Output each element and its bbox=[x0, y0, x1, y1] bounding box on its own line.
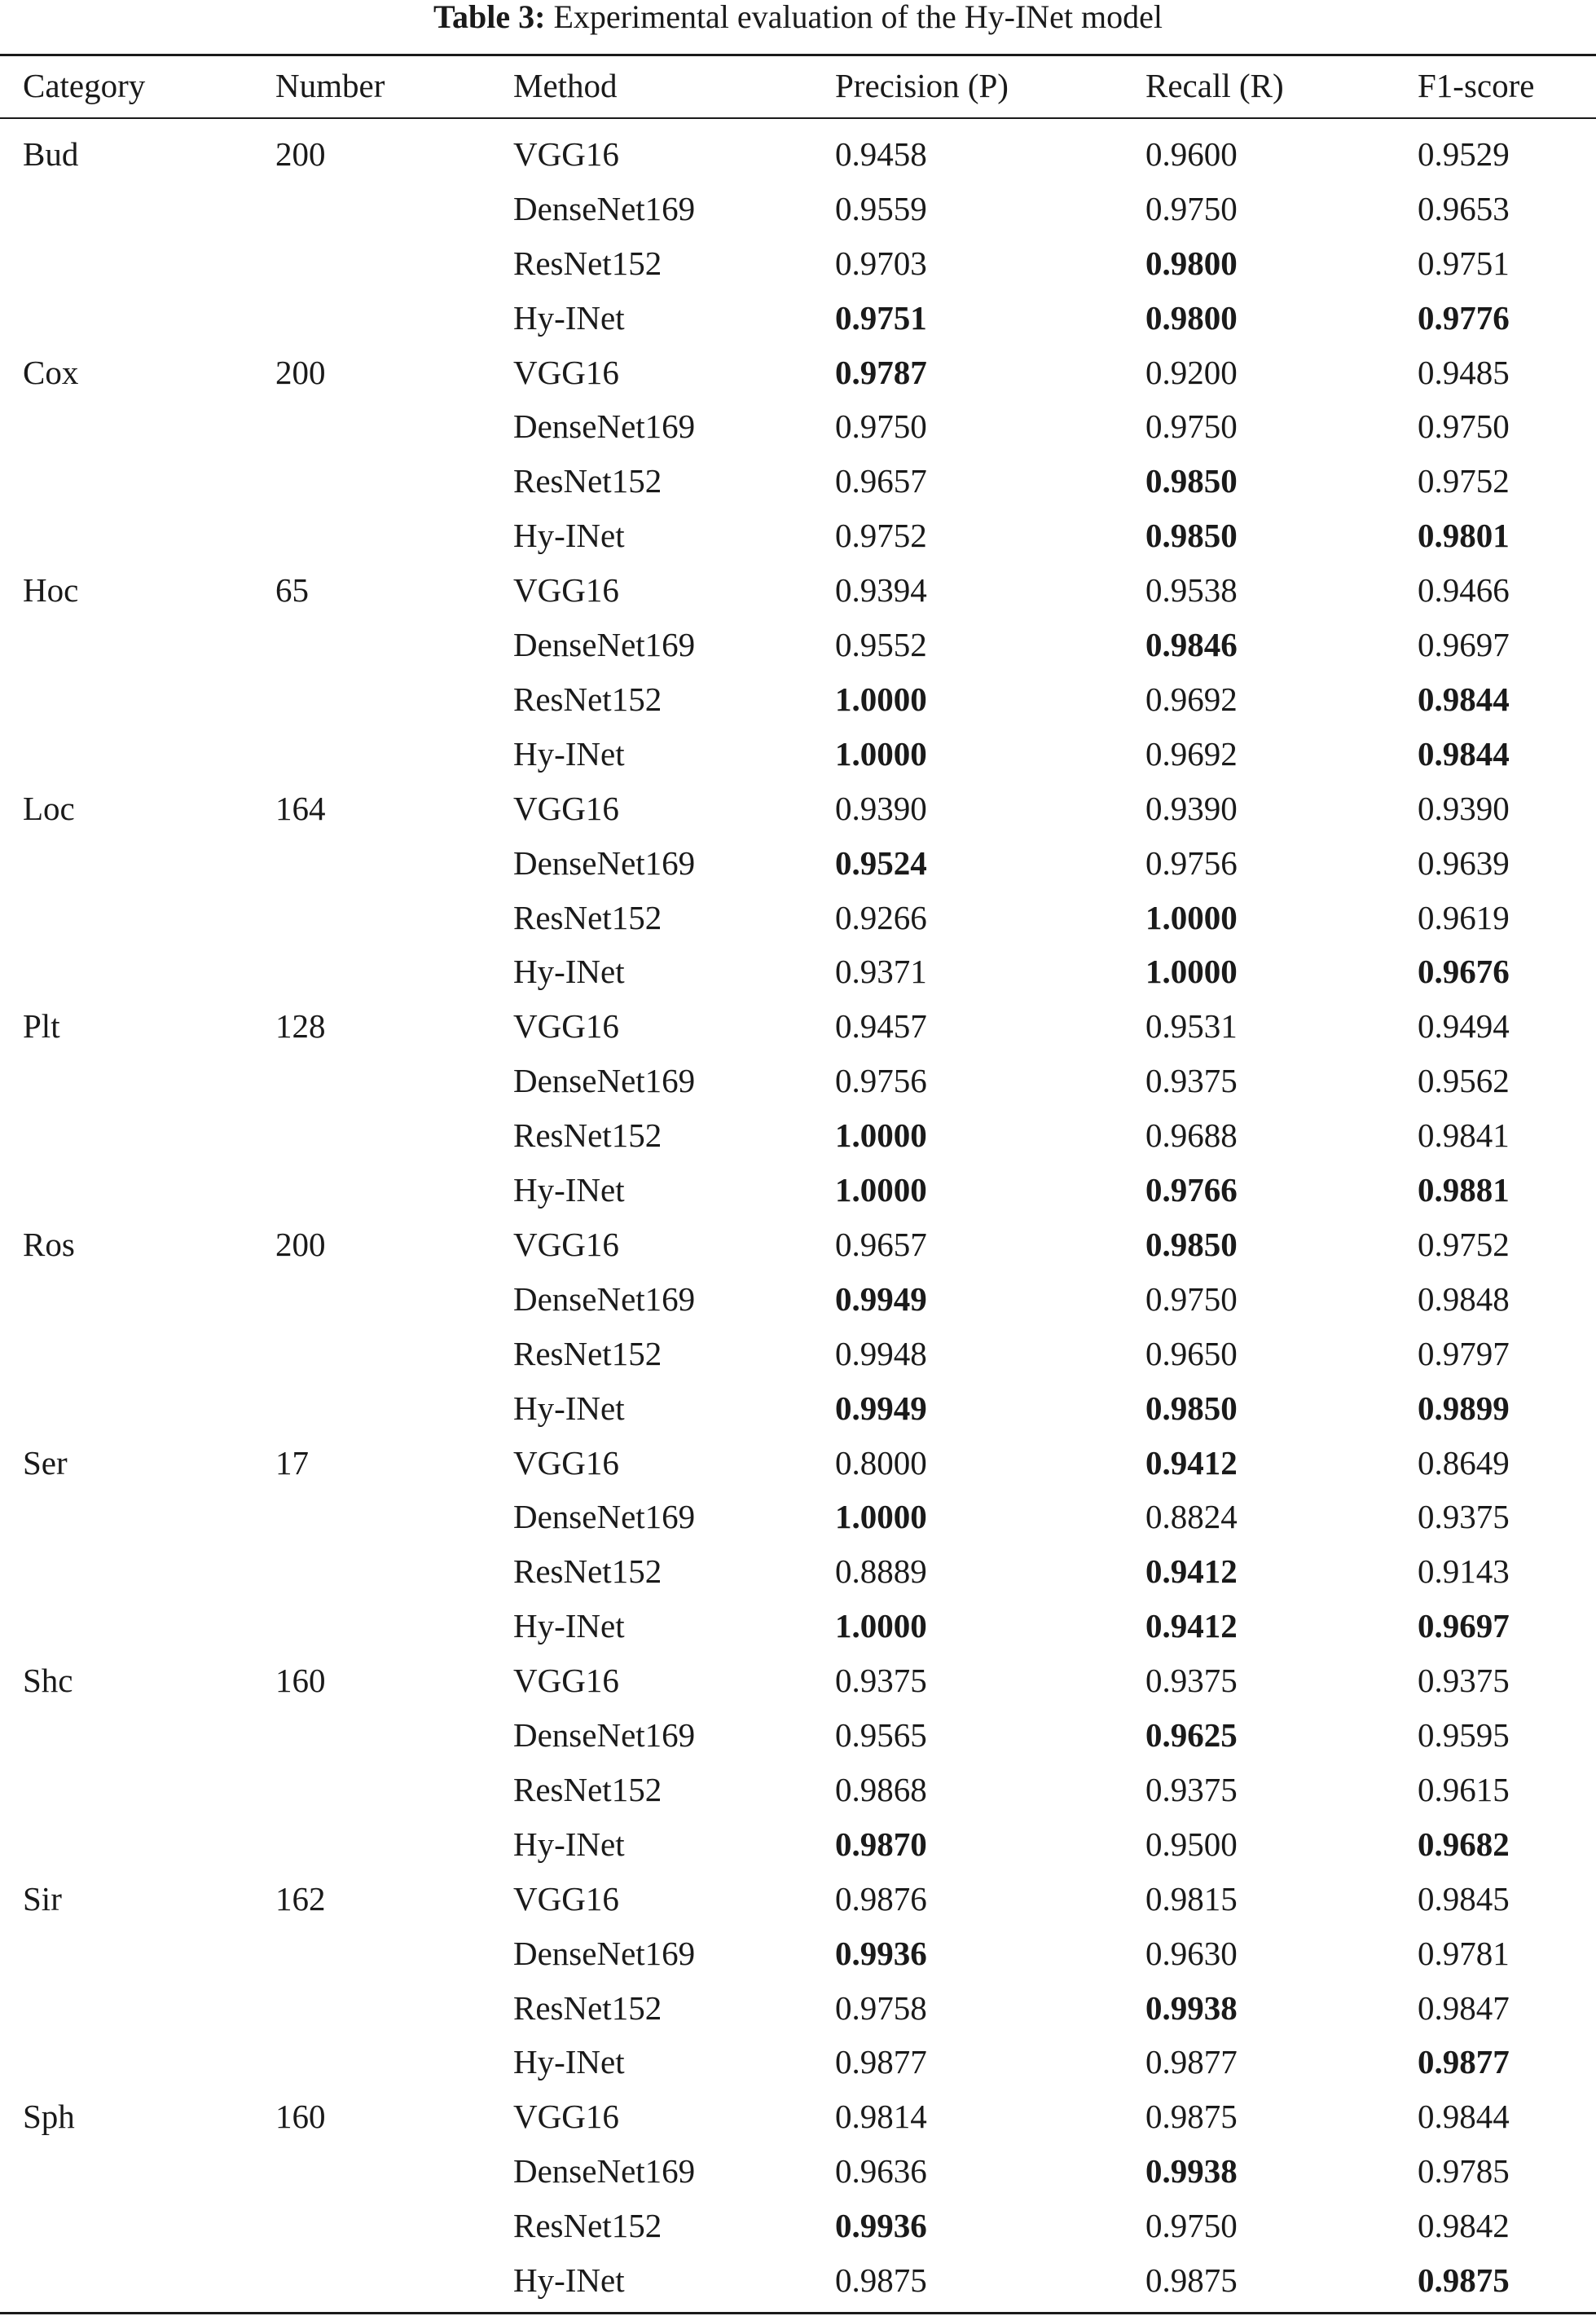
recall-cell: 0.9412 bbox=[1145, 1607, 1238, 1645]
recall-cell: 0.9750 bbox=[1145, 407, 1238, 446]
recall-cell: 0.9692 bbox=[1145, 680, 1238, 718]
recall-cell: 0.9875 bbox=[1145, 2098, 1238, 2136]
recall-cell: 0.9375 bbox=[1145, 1062, 1238, 1100]
method-cell: ResNet152 bbox=[513, 680, 662, 718]
precision-cell: 1.0000 bbox=[835, 1498, 927, 1536]
precision-cell: 0.9814 bbox=[835, 2098, 927, 2136]
method-cell: Hy-INet bbox=[513, 734, 625, 773]
table-row bbox=[0, 1327, 1596, 1381]
table-row bbox=[0, 1544, 1596, 1599]
precision-cell: 0.9394 bbox=[835, 571, 927, 610]
table-row bbox=[0, 836, 1596, 891]
f1-score-cell: 0.9562 bbox=[1418, 1062, 1510, 1100]
precision-cell: 0.9657 bbox=[835, 1225, 927, 1263]
category-cell: Ros bbox=[23, 1225, 75, 1263]
recall-cell: 0.9375 bbox=[1145, 1770, 1238, 1808]
table-row bbox=[0, 2253, 1596, 2308]
f1-score-cell: 0.9143 bbox=[1418, 1552, 1510, 1591]
precision-cell: 1.0000 bbox=[835, 1116, 927, 1155]
table-row bbox=[0, 2089, 1596, 2144]
f1-score-cell: 0.9485 bbox=[1418, 353, 1510, 391]
precision-cell: 0.8889 bbox=[835, 1552, 927, 1591]
f1-score-cell: 0.9466 bbox=[1418, 571, 1510, 610]
category-cell: Shc bbox=[23, 1662, 73, 1700]
category-cell: Ser bbox=[23, 1443, 68, 1482]
header-method: Method bbox=[513, 67, 618, 104]
f1-score-cell: 0.9776 bbox=[1418, 298, 1510, 337]
method-cell: DenseNet169 bbox=[513, 626, 696, 664]
number-cell: 160 bbox=[275, 2098, 326, 2136]
table-row bbox=[0, 1272, 1596, 1327]
table-caption-text: Experimental evaluation of the Hy-INet model bbox=[553, 0, 1163, 35]
recall-cell: 0.9800 bbox=[1145, 298, 1238, 337]
method-cell: DenseNet169 bbox=[513, 1062, 696, 1100]
precision-cell: 0.9390 bbox=[835, 789, 927, 827]
table-row bbox=[0, 727, 1596, 782]
category-cell: Cox bbox=[23, 353, 79, 391]
recall-cell: 0.9756 bbox=[1145, 843, 1238, 882]
recall-cell: 0.9625 bbox=[1145, 1716, 1238, 1755]
f1-score-cell: 0.9653 bbox=[1418, 189, 1510, 227]
number-cell: 65 bbox=[275, 571, 309, 610]
table-row bbox=[0, 509, 1596, 563]
table-header-rule bbox=[0, 117, 1596, 119]
table-row bbox=[0, 891, 1596, 945]
method-cell: DenseNet169 bbox=[513, 1934, 696, 1972]
table-row bbox=[0, 999, 1596, 1054]
table-row bbox=[0, 1926, 1596, 1981]
f1-score-cell: 0.9899 bbox=[1418, 1389, 1510, 1427]
precision-cell: 0.9787 bbox=[835, 353, 927, 391]
method-cell: ResNet152 bbox=[513, 898, 662, 936]
method-cell: DenseNet169 bbox=[513, 1498, 696, 1536]
f1-score-cell: 0.9752 bbox=[1418, 1225, 1510, 1263]
f1-score-cell: 0.9797 bbox=[1418, 1334, 1510, 1372]
f1-score-cell: 0.9844 bbox=[1418, 734, 1510, 773]
recall-cell: 0.9200 bbox=[1145, 353, 1238, 391]
f1-score-cell: 0.9848 bbox=[1418, 1279, 1510, 1318]
category-cell: Sph bbox=[23, 2098, 75, 2136]
table-row bbox=[0, 1817, 1596, 1872]
f1-score-cell: 0.9881 bbox=[1418, 1171, 1510, 1209]
table-row bbox=[0, 1599, 1596, 1653]
method-cell: Hy-INet bbox=[513, 517, 625, 555]
recall-cell: 0.9938 bbox=[1145, 2152, 1238, 2191]
header-category: Category bbox=[23, 67, 146, 104]
recall-cell: 0.9850 bbox=[1145, 517, 1238, 555]
method-cell: DenseNet169 bbox=[513, 2152, 696, 2191]
f1-score-cell: 0.9619 bbox=[1418, 898, 1510, 936]
precision-cell: 0.9636 bbox=[835, 2152, 927, 2191]
precision-cell: 1.0000 bbox=[835, 1171, 927, 1209]
precision-cell: 0.9949 bbox=[835, 1389, 927, 1427]
table-row bbox=[0, 236, 1596, 291]
recall-cell: 0.9412 bbox=[1145, 1443, 1238, 1482]
precision-cell: 0.9703 bbox=[835, 244, 927, 282]
f1-score-cell: 0.9682 bbox=[1418, 1825, 1510, 1863]
precision-cell: 0.9751 bbox=[835, 298, 927, 337]
recall-cell: 0.9877 bbox=[1145, 2043, 1238, 2081]
method-cell: DenseNet169 bbox=[513, 407, 696, 446]
table-caption-label: Table 3: bbox=[433, 0, 546, 35]
method-cell: ResNet152 bbox=[513, 1770, 662, 1808]
method-cell: DenseNet169 bbox=[513, 1716, 696, 1755]
table-group-sph bbox=[0, 2089, 1596, 2308]
category-cell: Bud bbox=[23, 135, 79, 173]
table-top-rule bbox=[0, 54, 1596, 56]
method-cell: VGG16 bbox=[513, 1662, 619, 1700]
precision-cell: 0.9266 bbox=[835, 898, 927, 936]
precision-cell: 0.9524 bbox=[835, 843, 927, 882]
table-row bbox=[0, 1381, 1596, 1436]
header-precision: Precision (P) bbox=[835, 67, 1009, 104]
precision-cell: 0.9375 bbox=[835, 1662, 927, 1700]
recall-cell: 0.8824 bbox=[1145, 1498, 1238, 1536]
table-row bbox=[0, 1653, 1596, 1708]
precision-cell: 0.9948 bbox=[835, 1334, 927, 1372]
category-cell: Sir bbox=[23, 1879, 62, 1918]
table-group-hoc bbox=[0, 563, 1596, 782]
method-cell: DenseNet169 bbox=[513, 189, 696, 227]
precision-cell: 0.9936 bbox=[835, 1934, 927, 1972]
precision-cell: 1.0000 bbox=[835, 680, 927, 718]
f1-score-cell: 0.9615 bbox=[1418, 1770, 1510, 1808]
method-cell: VGG16 bbox=[513, 571, 619, 610]
table-row bbox=[0, 944, 1596, 999]
f1-score-cell: 0.9750 bbox=[1418, 407, 1510, 446]
method-cell: Hy-INet bbox=[513, 1607, 625, 1645]
precision-cell: 0.9565 bbox=[835, 1716, 927, 1755]
precision-cell: 0.9936 bbox=[835, 2207, 927, 2245]
precision-cell: 0.9552 bbox=[835, 626, 927, 664]
table-header-row bbox=[0, 60, 1596, 112]
recall-cell: 0.9875 bbox=[1145, 2261, 1238, 2300]
recall-cell: 1.0000 bbox=[1145, 898, 1238, 936]
method-cell: VGG16 bbox=[513, 2098, 619, 2136]
method-cell: VGG16 bbox=[513, 1007, 619, 1046]
table-row bbox=[0, 346, 1596, 400]
f1-score-cell: 0.9841 bbox=[1418, 1116, 1510, 1155]
table-row bbox=[0, 2035, 1596, 2089]
f1-score-cell: 0.8649 bbox=[1418, 1443, 1510, 1482]
method-cell: VGG16 bbox=[513, 789, 619, 827]
precision-cell: 0.9875 bbox=[835, 2261, 927, 2300]
recall-cell: 0.9850 bbox=[1145, 1389, 1238, 1427]
f1-score-cell: 0.9375 bbox=[1418, 1498, 1510, 1536]
recall-cell: 0.9531 bbox=[1145, 1007, 1238, 1046]
precision-cell: 0.9868 bbox=[835, 1770, 927, 1808]
table-body bbox=[0, 127, 1596, 2308]
f1-score-cell: 0.9697 bbox=[1418, 626, 1510, 664]
precision-cell: 0.9559 bbox=[835, 189, 927, 227]
f1-score-cell: 0.9785 bbox=[1418, 2152, 1510, 2191]
precision-cell: 0.9752 bbox=[835, 517, 927, 555]
header-number: Number bbox=[275, 67, 385, 104]
f1-score-cell: 0.9697 bbox=[1418, 1607, 1510, 1645]
method-cell: ResNet152 bbox=[513, 462, 662, 500]
method-cell: VGG16 bbox=[513, 135, 619, 173]
method-cell: VGG16 bbox=[513, 1443, 619, 1482]
table-row bbox=[0, 1054, 1596, 1108]
recall-cell: 0.9938 bbox=[1145, 1988, 1238, 2027]
recall-cell: 0.9750 bbox=[1145, 189, 1238, 227]
recall-cell: 0.9815 bbox=[1145, 1879, 1238, 1918]
method-cell: Hy-INet bbox=[513, 1171, 625, 1209]
table-group-plt bbox=[0, 999, 1596, 1217]
precision-cell: 0.9457 bbox=[835, 1007, 927, 1046]
precision-cell: 0.9870 bbox=[835, 1825, 927, 1863]
f1-score-cell: 0.9639 bbox=[1418, 843, 1510, 882]
category-cell: Loc bbox=[23, 789, 75, 827]
table-row bbox=[0, 1163, 1596, 1217]
recall-cell: 0.9412 bbox=[1145, 1552, 1238, 1591]
method-cell: VGG16 bbox=[513, 1879, 619, 1918]
f1-score-cell: 0.9494 bbox=[1418, 1007, 1510, 1046]
table-group-loc bbox=[0, 782, 1596, 1000]
f1-score-cell: 0.9875 bbox=[1418, 2261, 1510, 2300]
precision-cell: 1.0000 bbox=[835, 1607, 927, 1645]
precision-cell: 0.9750 bbox=[835, 407, 927, 446]
method-cell: DenseNet169 bbox=[513, 1279, 696, 1318]
f1-score-cell: 0.9752 bbox=[1418, 462, 1510, 500]
table-row bbox=[0, 563, 1596, 618]
method-cell: ResNet152 bbox=[513, 1552, 662, 1591]
table-row bbox=[0, 672, 1596, 727]
table-row bbox=[0, 399, 1596, 454]
table-row bbox=[0, 618, 1596, 672]
table-row bbox=[0, 2144, 1596, 2199]
number-cell: 200 bbox=[275, 135, 326, 173]
number-cell: 200 bbox=[275, 353, 326, 391]
f1-score-cell: 0.9375 bbox=[1418, 1662, 1510, 1700]
category-cell: Plt bbox=[23, 1007, 60, 1046]
number-cell: 164 bbox=[275, 789, 326, 827]
recall-cell: 0.9650 bbox=[1145, 1334, 1238, 1372]
method-cell: ResNet152 bbox=[513, 244, 662, 282]
header-f1-score: F1-score bbox=[1418, 67, 1535, 104]
method-cell: Hy-INet bbox=[513, 2043, 625, 2081]
f1-score-cell: 0.9390 bbox=[1418, 789, 1510, 827]
precision-cell: 0.9657 bbox=[835, 462, 927, 500]
method-cell: Hy-INet bbox=[513, 298, 625, 337]
number-cell: 160 bbox=[275, 1662, 326, 1700]
recall-cell: 0.9800 bbox=[1145, 244, 1238, 282]
f1-score-cell: 0.9844 bbox=[1418, 680, 1510, 718]
table-row bbox=[0, 454, 1596, 509]
precision-cell: 0.9877 bbox=[835, 2043, 927, 2081]
precision-cell: 0.9758 bbox=[835, 1988, 927, 2027]
recall-cell: 0.9538 bbox=[1145, 571, 1238, 610]
table-group-bud bbox=[0, 127, 1596, 346]
recall-cell: 0.9600 bbox=[1145, 135, 1238, 173]
table-row bbox=[0, 1872, 1596, 1926]
table-group-cox bbox=[0, 346, 1596, 564]
recall-cell: 0.9850 bbox=[1145, 1225, 1238, 1263]
precision-cell: 1.0000 bbox=[835, 734, 927, 773]
precision-cell: 0.9371 bbox=[835, 953, 927, 991]
method-cell: DenseNet169 bbox=[513, 843, 696, 882]
table-group-sir bbox=[0, 1872, 1596, 2090]
recall-cell: 0.9846 bbox=[1145, 626, 1238, 664]
method-cell: Hy-INet bbox=[513, 953, 625, 991]
recall-cell: 0.9630 bbox=[1145, 1934, 1238, 1972]
recall-cell: 1.0000 bbox=[1145, 953, 1238, 991]
table-row bbox=[0, 1108, 1596, 1163]
recall-cell: 0.9692 bbox=[1145, 734, 1238, 773]
table-row bbox=[0, 291, 1596, 346]
f1-score-cell: 0.9845 bbox=[1418, 1879, 1510, 1918]
table-group-shc bbox=[0, 1653, 1596, 1872]
table-group-ser bbox=[0, 1436, 1596, 1654]
recall-cell: 0.9500 bbox=[1145, 1825, 1238, 1863]
f1-score-cell: 0.9751 bbox=[1418, 244, 1510, 282]
precision-cell: 0.9876 bbox=[835, 1879, 927, 1918]
f1-score-cell: 0.9595 bbox=[1418, 1716, 1510, 1755]
category-cell: Hoc bbox=[23, 571, 79, 610]
recall-cell: 0.9750 bbox=[1145, 2207, 1238, 2245]
f1-score-cell: 0.9847 bbox=[1418, 1988, 1510, 2027]
method-cell: Hy-INet bbox=[513, 1389, 625, 1427]
table-row bbox=[0, 1217, 1596, 1272]
table-group-ros bbox=[0, 1217, 1596, 1436]
table-row bbox=[0, 1708, 1596, 1763]
recall-cell: 0.9750 bbox=[1145, 1279, 1238, 1318]
method-cell: Hy-INet bbox=[513, 1825, 625, 1863]
f1-score-cell: 0.9877 bbox=[1418, 2043, 1510, 2081]
f1-score-cell: 0.9529 bbox=[1418, 135, 1510, 173]
table-row bbox=[0, 782, 1596, 836]
method-cell: ResNet152 bbox=[513, 2207, 662, 2245]
number-cell: 128 bbox=[275, 1007, 326, 1046]
method-cell: VGG16 bbox=[513, 1225, 619, 1263]
f1-score-cell: 0.9842 bbox=[1418, 2207, 1510, 2245]
method-cell: Hy-INet bbox=[513, 2261, 625, 2300]
table-row bbox=[0, 1490, 1596, 1544]
f1-score-cell: 0.9801 bbox=[1418, 517, 1510, 555]
table-caption bbox=[0, 0, 1596, 36]
table-row bbox=[0, 2199, 1596, 2253]
table-row bbox=[0, 1763, 1596, 1817]
method-cell: VGG16 bbox=[513, 353, 619, 391]
recall-cell: 0.9688 bbox=[1145, 1116, 1238, 1155]
f1-score-cell: 0.9844 bbox=[1418, 2098, 1510, 2136]
recall-cell: 0.9375 bbox=[1145, 1662, 1238, 1700]
table-row bbox=[0, 1436, 1596, 1490]
method-cell: ResNet152 bbox=[513, 1988, 662, 2027]
header-recall: Recall (R) bbox=[1145, 67, 1284, 104]
precision-cell: 0.9756 bbox=[835, 1062, 927, 1100]
table-bottom-rule bbox=[0, 2312, 1596, 2314]
number-cell: 162 bbox=[275, 1879, 326, 1918]
precision-cell: 0.9949 bbox=[835, 1279, 927, 1318]
number-cell: 17 bbox=[275, 1443, 309, 1482]
table-row bbox=[0, 127, 1596, 182]
precision-cell: 0.9458 bbox=[835, 135, 927, 173]
recall-cell: 0.9766 bbox=[1145, 1171, 1238, 1209]
method-cell: ResNet152 bbox=[513, 1116, 662, 1155]
recall-cell: 0.9390 bbox=[1145, 789, 1238, 827]
f1-score-cell: 0.9781 bbox=[1418, 1934, 1510, 1972]
table-row bbox=[0, 1981, 1596, 2036]
f1-score-cell: 0.9676 bbox=[1418, 953, 1510, 991]
number-cell: 200 bbox=[275, 1225, 326, 1263]
table-row bbox=[0, 182, 1596, 236]
precision-cell: 0.8000 bbox=[835, 1443, 927, 1482]
recall-cell: 0.9850 bbox=[1145, 462, 1238, 500]
method-cell: ResNet152 bbox=[513, 1334, 662, 1372]
